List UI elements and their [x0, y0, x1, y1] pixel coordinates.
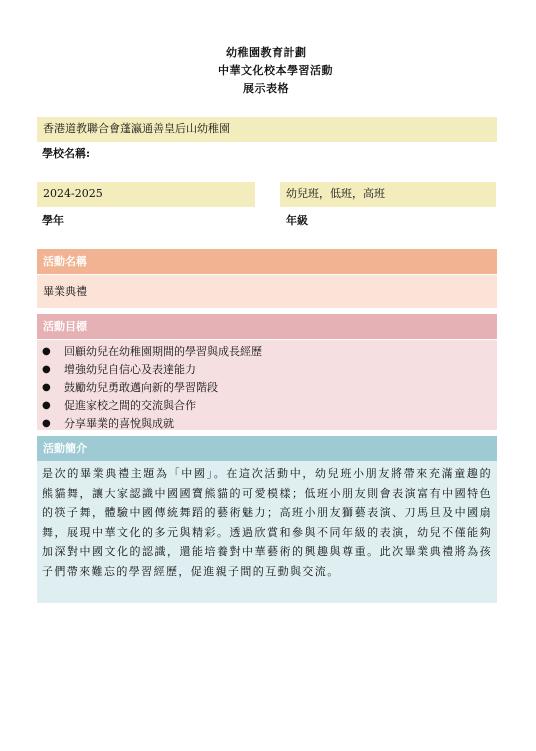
bullet-icon: ● — [42, 418, 51, 429]
goal-item — [42, 343, 497, 361]
bullet-icon: ● — [42, 364, 51, 375]
goal-item-text: 分享畢業的喜悅與成就 — [64, 417, 174, 430]
activity-name-value[interactable]: 畢業典禮 — [37, 275, 497, 308]
goal-item — [42, 361, 497, 379]
bullet-icon: ● — [42, 382, 51, 393]
bullet-icon: ● — [42, 400, 51, 411]
goal-item-text: 回顧幼兒在幼稚園期間的學習與成長經歷 — [64, 345, 262, 358]
bullet-icon: ● — [42, 346, 51, 357]
goal-item-text: 增強幼兒自信心及表達能力 — [64, 363, 196, 376]
school-name-label: 學校名稱: — [42, 147, 91, 160]
goal-item-text: 鼓勵幼兒勇敢邁向新的學習階段 — [64, 381, 218, 394]
goal-item-text: 促進家校之間的交流與合作 — [64, 399, 196, 412]
activity-goals-body[interactable] — [37, 340, 497, 430]
activity-name-heading: 活動名稱 — [37, 249, 497, 274]
grade-label: 年級 — [286, 214, 308, 227]
school-year-label: 學年 — [42, 214, 64, 227]
goal-item — [42, 379, 497, 397]
goal-item — [42, 415, 497, 433]
title-line-3: 展示表格 — [243, 82, 289, 95]
activity-goals-heading: 活動目標 — [37, 314, 497, 339]
activity-goals-list — [42, 343, 497, 433]
grade-field[interactable]: 幼兒班，低班，高班 — [280, 182, 496, 207]
title-line-2: 中華文化校本學習活動 — [218, 64, 333, 77]
activity-intro-heading: 活動簡介 — [37, 436, 497, 461]
school-name-field[interactable]: 香港道教聯合會蓬瀛通善皇后山幼稚園 — [37, 117, 497, 142]
activity-intro-text[interactable]: 是次的畢業典禮主題為「中國」。在這次活動中，幼兒班小朋友將帶來充滿童趣的熊貓舞，讓大家認識中國國寶熊貓的可愛模樣；低班小朋友則會表演富有中國特色的筷子舞，體驗中國傳統舞蹈的藝術魅力；高班小朋友獅藝表演、刀馬旦及中國扇舞，展現中華文化的多元與精彩。透過欣賞和參與不同年級的表演，幼兒不僅能夠加深對中國文化的認識，還能培養對中華藝術的興趣與尊重。此次畢業典禮將為孩子們帶來難忘的學習經歷，促進親子間的互動與交流。 — [37, 461, 497, 603]
title-line-1: 幼稚園教育計劃 — [226, 46, 307, 59]
goal-item — [42, 397, 497, 415]
school-year-field[interactable]: 2024-2025 — [37, 182, 255, 207]
